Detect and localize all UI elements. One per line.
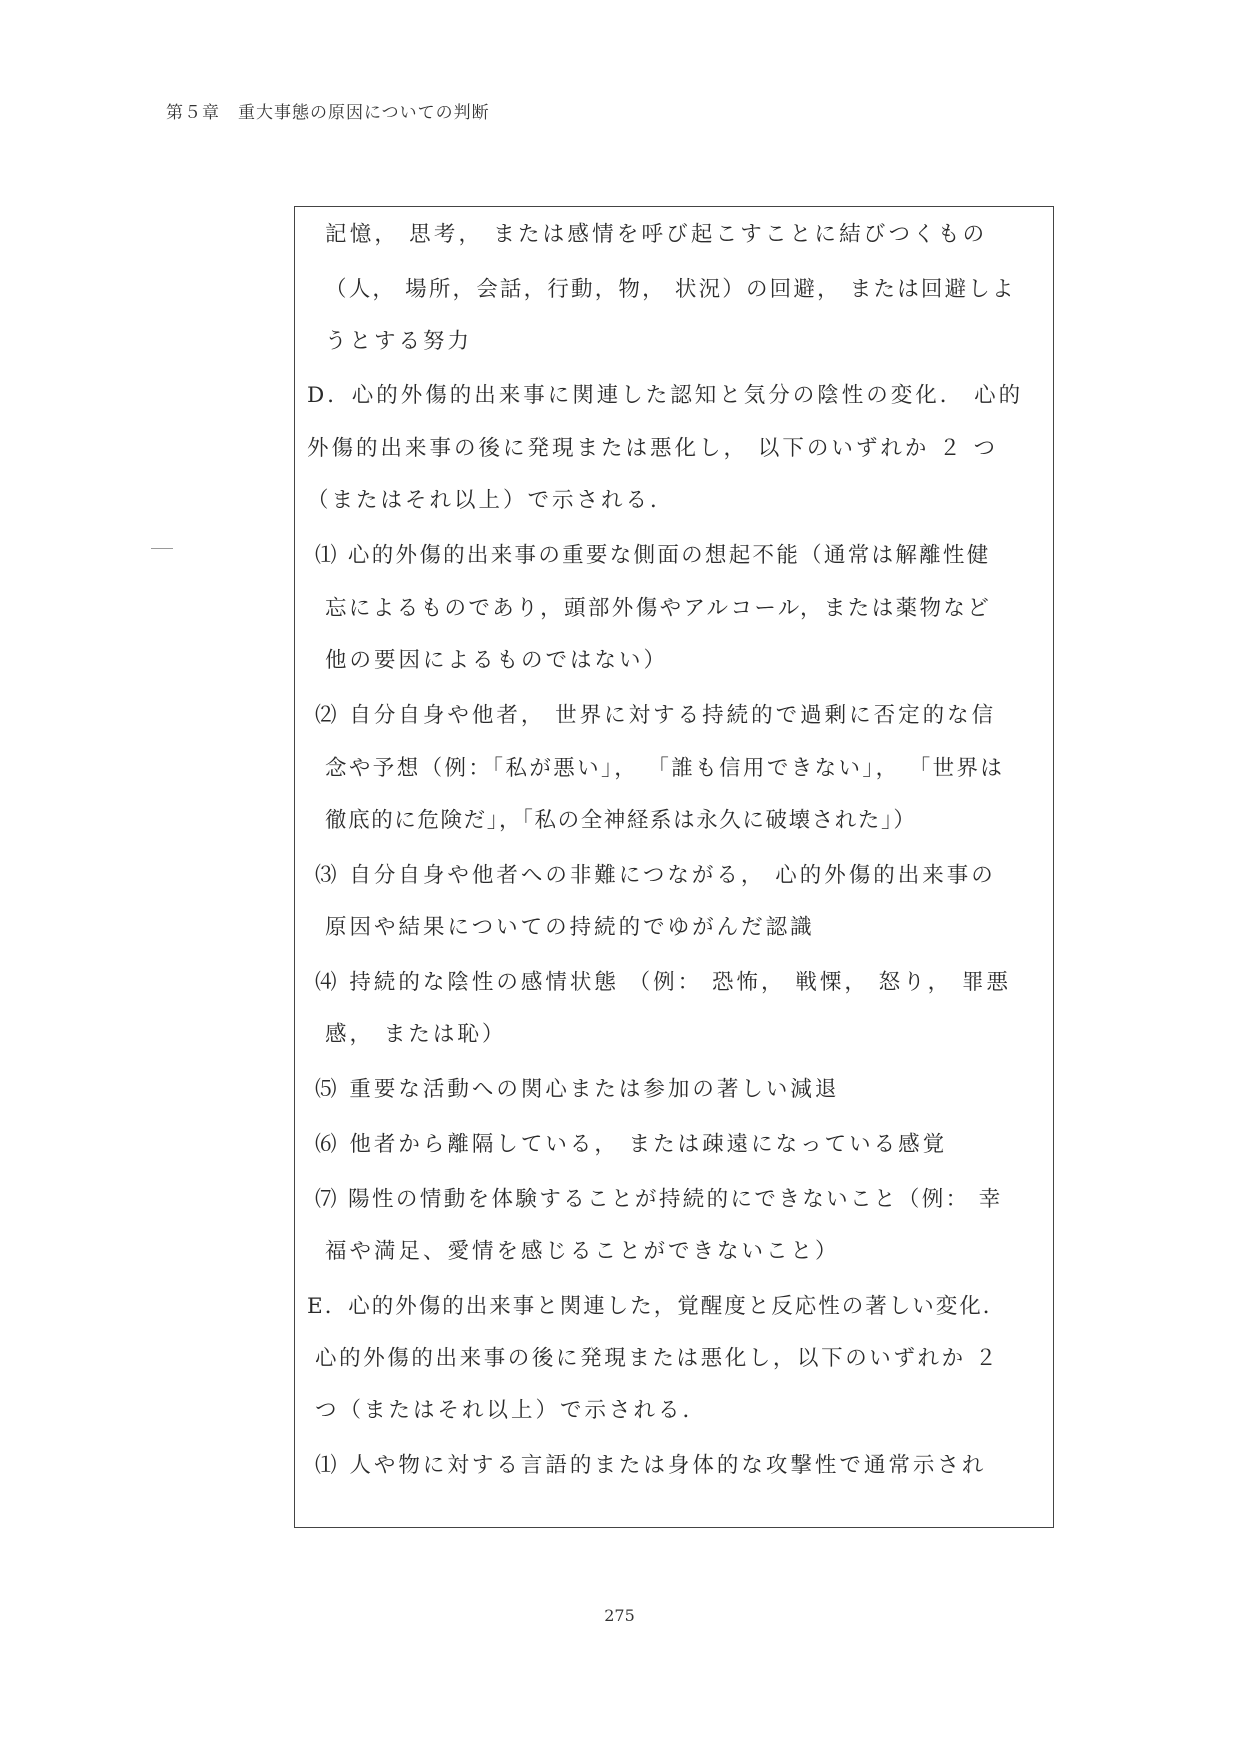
list-item: ⑵ 自分自身や他者， 世界に対する持続的で過剰に否定的な信: [315, 703, 997, 728]
box-line: 忘によるものであり，頭部外傷やアルコール，または薬物など: [325, 596, 992, 621]
box-line: 原因や結果についての持続的でゆがんだ認識: [325, 915, 815, 940]
list-item: ⑸ 重要な活動への関心または参加の著しい減退: [315, 1077, 840, 1102]
box-line: 徹底的に危険だ」，「私の全神経系は永久に破壊された」）: [325, 808, 917, 833]
box-line: 念や予想（例：「私が悪い」， 「誰も信用できない」， 「世界は: [325, 756, 1005, 781]
page-number: 275: [604, 1606, 635, 1625]
box-line: 感， または恥）: [325, 1022, 507, 1047]
list-item: ⑶ 自分自身や他者への非難につながる， 心的外傷的出来事の: [315, 863, 996, 888]
box-line: （またはそれ以上）で示される．: [307, 488, 675, 513]
list-item: ⑴ 人や物に対する言語的または身体的な攻撃性で通常示され: [315, 1453, 987, 1478]
list-item: ⑷ 持続的な陰性の感情状態 （例： 恐怖， 戦慄， 怒り， 罪悪: [315, 970, 1012, 995]
list-item: ⑴ 心的外傷的出来事の重要な側面の想起不能（通常は解離性健: [315, 543, 991, 568]
box-line: （人， 場所，会話，行動，物， 状況）の回避， または回避しよ: [325, 277, 1016, 302]
item-heading-d: D．心的外傷的出来事に関連した認知と気分の陰性の変化． 心的: [307, 383, 1024, 408]
box-line: つ（またはそれ以上）で示される．: [315, 1398, 708, 1423]
criteria-box: [294, 206, 1054, 1528]
list-item: ⑹ 他者から離隔している， または疎遠になっている感覚: [315, 1132, 948, 1157]
box-line: 記憶， 思考， または感情を呼び起こすことに結びつくもの: [325, 222, 988, 247]
item-heading-e: E．心的外傷的出来事と関連した，覚醒度と反応性の著しい変化．: [307, 1294, 1007, 1319]
box-line: 心的外傷的出来事の後に発現または悪化し，以下のいずれか ２: [315, 1346, 1000, 1371]
box-line: 福や満足、愛情を感じることができないこと）: [325, 1239, 840, 1264]
list-item: ⑺ 陽性の情動を体験することが持続的にできないこと（例： 幸: [315, 1187, 1003, 1212]
box-line: うとする努力: [325, 329, 473, 354]
running-header: 第５章 重大事態の原因についての判断: [166, 103, 490, 123]
box-line: 外傷的出来事の後に発現または悪化し， 以下のいずれか ２ つ: [307, 436, 999, 461]
box-line: 他の要因によるものではない）: [325, 648, 669, 673]
margin-mark: [151, 548, 173, 549]
